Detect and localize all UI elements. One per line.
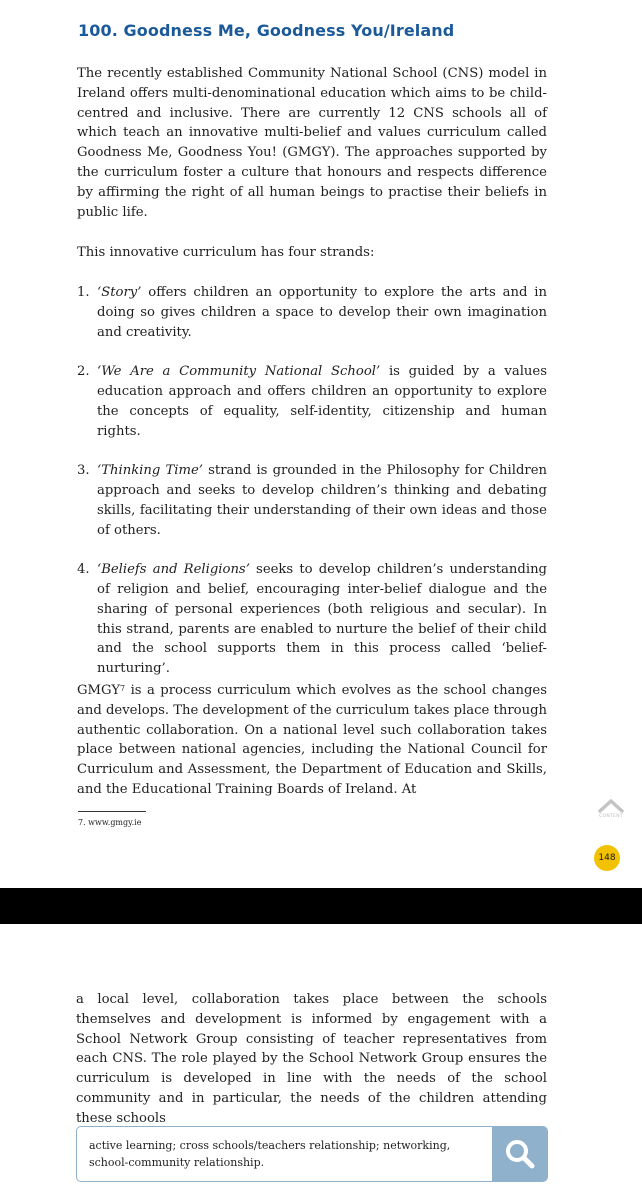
- list-item: 2. ‘We Are a Community National School’ is guided by a values education approach and offers children an opportunity to explore the concepts of equality, self-identity, citizenship and human rights.: [77, 364, 548, 439]
- chevron-up-icon: [597, 798, 625, 813]
- search-icon: [503, 1137, 537, 1171]
- footnote-divider: [78, 811, 146, 812]
- process-paragraph: GMGY$^7$ is a process curriculum which evolves as the school changes and develops. The development of the curriculum takes place through authentic collaboration. On a national level such collaboration takes place between national agencies, including the National Council for Curriculum and Assessment, the Department of Education and Skills, and the Educational Training Boards of Ireland. At: [77, 683, 547, 797]
- strand-name: ‘Story’: [97, 285, 142, 300]
- list-item: 1. ‘Story’ offers children an opportunity to explore the arts and in doing so gives children a space to develop their own imagination and creativity.: [77, 285, 547, 340]
- page-separator: [0, 888, 642, 924]
- keywords-text: active learning; cross schools/teachers relationship; networking, school-community relationship.: [89, 1139, 451, 1169]
- keyword-search-button[interactable]: [492, 1127, 547, 1181]
- section-title: 100. Goodness Me, Goodness You/Ireland: [78, 21, 455, 40]
- content-nav-button[interactable]: [594, 798, 628, 824]
- strands-list: [77, 283, 547, 679]
- strands-intro: This innovative curriculum has four strands:: [77, 245, 375, 260]
- strand-name: ‘Beliefs and Religions’: [97, 562, 250, 578]
- strand-name: ‘Thinking Time’: [97, 463, 203, 479]
- footnote: 7. www.gmgy.ie: [78, 818, 142, 827]
- intro-paragraph: The recently established Community National School (CNS) model in Ireland offers multi-denominational education which aims to be child-centred and inclusive. There are currently 12 CNS schools all of which teach an innovative multi-belief and values curriculum called Goodness Me, Goodness You! (GMGY). The approaches supported by the curriculum foster a culture that honours and respects difference by affirming the right of all human beings to practise their beliefs in public life.: [77, 66, 547, 220]
- content-label: CONTENT: [599, 814, 623, 819]
- continuation-paragraph: a local level, collaboration takes place between the schools themselves and development is informed by engagement with a School Network Group consisting of teacher representatives from each CNS. The role played by the School Network Group ensures the curriculum is developed in line with the needs of the school community and in particular, the needs of the children attending these schools: [76, 992, 547, 1126]
- keywords-box: [76, 1126, 548, 1182]
- footnote-ref[interactable]: 7: [120, 684, 126, 693]
- page-number-badge: 148: [594, 845, 620, 871]
- list-item: 4. ‘Beliefs and Religions’ seeks to develop children’s understanding of religion and belief, encouraging inter-belief dialogue and the sharing of personal experiences (both religious and secular). In this strand, parents are enabled to nurture the belief of their child and the school supports them in this process called ‘belief-nurturing’.: [77, 562, 547, 677]
- strand-name: ‘We Are a Community National School’: [97, 364, 381, 380]
- list-item: 3. ‘Thinking Time’ strand is grounded in the Philosophy for Children approach and seeks to develop children’s thinking and debating skills, facilitating their understanding of their own ideas and those of others.: [77, 463, 547, 538]
